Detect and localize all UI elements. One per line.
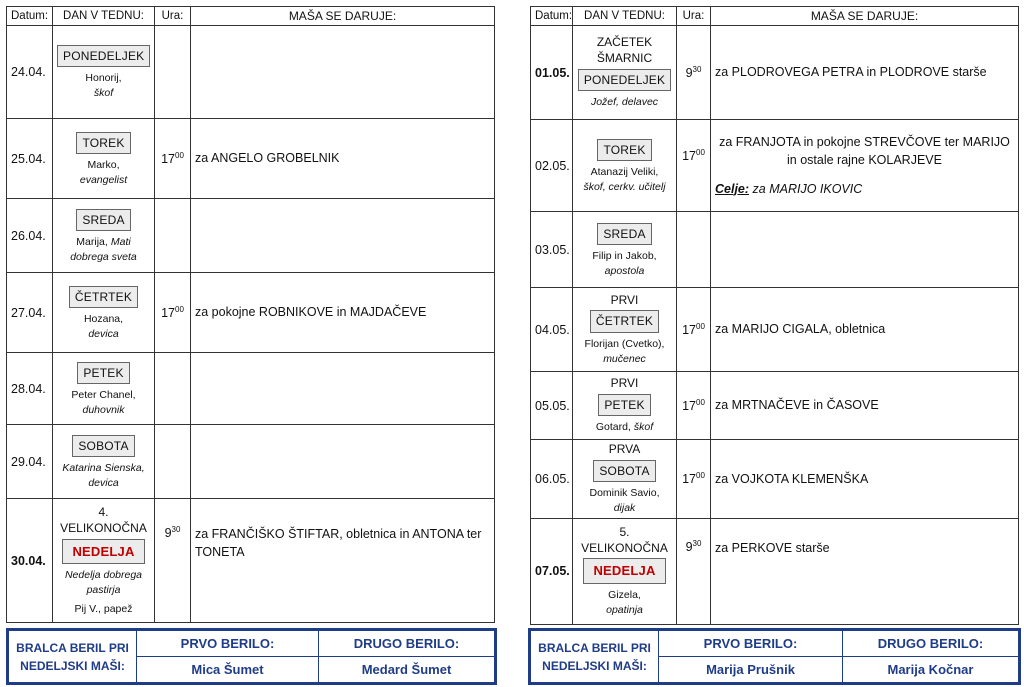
time-minutes: 00 <box>175 304 184 314</box>
time-cell <box>155 199 191 273</box>
schedule-header <box>7 7 495 26</box>
date-cell: 05.05. <box>531 372 573 440</box>
mass-intention-cell <box>711 120 1019 212</box>
second-reader-name: Marija Kočnar <box>843 657 1019 683</box>
second-reading-label: DRUGO BERILO: <box>843 631 1019 657</box>
saint-title: škof <box>93 87 114 100</box>
saint-title: škof, cerkv. učitelj <box>583 180 666 193</box>
time-hour: 9 <box>685 539 693 554</box>
time-hour: 17 <box>682 323 696 338</box>
time-minutes: 00 <box>696 471 705 481</box>
second-reader-name: Medard Šumet <box>319 657 495 683</box>
day-cell <box>573 288 677 372</box>
saint-title: dijak <box>613 501 636 514</box>
header-day: DAN V TEDNU: <box>53 7 155 26</box>
time-cell <box>155 353 191 425</box>
readers-label <box>9 631 137 683</box>
saint-name: Hozana, <box>83 312 124 325</box>
weekday-badge: TOREK <box>597 139 651 161</box>
mass-intention <box>191 199 495 273</box>
date-cell: 04.05. <box>531 288 573 372</box>
time-cell <box>677 372 711 440</box>
header-time: Ura: <box>677 7 711 26</box>
date-cell: 03.05. <box>531 212 573 288</box>
weekday-badge: SREDA <box>76 209 130 231</box>
extra-intention <box>715 180 1014 198</box>
schedule-header <box>531 7 1019 26</box>
saint-title: Nedelja dobrega pastirja <box>64 569 143 597</box>
mass-intention: za MARIJO CIGALA, obletnica <box>711 288 1019 372</box>
time-minutes: 30 <box>692 64 702 74</box>
saint-name: Florijan (Cvetko), <box>584 337 665 350</box>
mass-intention: za FRANJOTA in pokojne STREVČOVE ter MARIJO in ostale rajne KOLARJEVE <box>719 135 1010 168</box>
day-cell <box>53 273 155 353</box>
saint-title: Mati dobrega sveta <box>70 235 137 263</box>
table-row <box>531 26 1019 120</box>
day-cell <box>573 26 677 120</box>
date-cell: 07.05. <box>531 518 573 624</box>
time-minutes: 30 <box>171 525 181 534</box>
readers-table-week-1 <box>8 630 495 683</box>
time-minutes: 00 <box>696 397 705 407</box>
day-cell <box>53 119 155 199</box>
day-cell <box>573 372 677 440</box>
date-cell: 29.04. <box>7 425 53 499</box>
first-reading-label: PRVO BERILO: <box>137 631 319 657</box>
time-hour: 17 <box>161 152 175 167</box>
time-cell <box>677 288 711 372</box>
header-mass: MAŠA SE DARUJE: <box>191 7 495 26</box>
date-cell: 26.04. <box>7 199 53 273</box>
feast-prefix: 5. VELIKONOČNA <box>581 524 668 555</box>
day-cell <box>53 26 155 119</box>
readers-label-line-1: BRALCA BERIL PRI <box>16 640 129 655</box>
table-row <box>531 518 1019 624</box>
time-cell <box>155 499 191 623</box>
day-cell <box>573 518 677 624</box>
table-row <box>531 372 1019 440</box>
saint-title: evangelist <box>79 173 128 186</box>
time-hour: 9 <box>685 66 693 81</box>
schedule-week-1 <box>6 6 495 623</box>
time-hour: 17 <box>682 399 696 414</box>
time-cell <box>155 119 191 199</box>
readers-table-week-2 <box>530 630 1019 683</box>
saint-title: opatinja <box>606 603 643 616</box>
first-reader-name: Mica Šumet <box>137 657 319 683</box>
date-cell: 28.04. <box>7 353 53 425</box>
day-cell <box>53 199 155 273</box>
saint-name: Gotard, <box>595 421 631 434</box>
day-cell <box>573 212 677 288</box>
table-row <box>7 499 495 623</box>
time-minutes: 00 <box>175 150 184 160</box>
mass-intention: za PERKOVE starše <box>711 518 1019 624</box>
saint-name: Dominik Savio, <box>589 487 660 500</box>
saint-title: Katarina Sienska, devica <box>62 461 145 489</box>
weekday-badge: PONEDELJEK <box>578 69 671 91</box>
mass-intention: za ANGELO GROBELNIK <box>191 119 495 199</box>
readers-header <box>9 631 495 657</box>
readers-header <box>531 631 1019 657</box>
table-row <box>7 353 495 425</box>
weekday-badge: PETEK <box>598 394 650 416</box>
day-cell <box>53 353 155 425</box>
mass-intention <box>191 425 495 499</box>
extra-place: Celje: <box>715 181 750 196</box>
weekday-badge: SREDA <box>597 223 651 245</box>
table-row <box>7 119 495 199</box>
day-cell <box>573 120 677 212</box>
readers-label-line-1: BRALCA BERIL PRI <box>538 640 651 655</box>
saint-name: Atanazij Veliki, <box>590 165 659 178</box>
second-reading-label: DRUGO BERILO: <box>319 631 495 657</box>
weekday-badge: SOBOTA <box>72 435 134 457</box>
saint-name: Honorij, <box>85 72 122 85</box>
mass-intention: za PLODROVEGA PETRA in PLODROVE starše <box>711 26 1019 120</box>
time-cell <box>677 212 711 288</box>
time-cell <box>155 26 191 119</box>
table-row <box>7 26 495 119</box>
sunday-badge: NEDELJA <box>583 558 665 584</box>
weekday-badge: ČETRTEK <box>590 310 659 332</box>
feast-prefix: ZAČETEK ŠMARNIC <box>596 35 653 65</box>
time-hour: 17 <box>682 149 696 164</box>
weekday-badge: TOREK <box>76 132 130 154</box>
time-hour: 17 <box>161 306 175 321</box>
table-row <box>531 212 1019 288</box>
saint-name: Filip in Jakob, <box>592 249 657 262</box>
day-cell <box>53 425 155 499</box>
extra-text: za MARIJO IKOVIC <box>752 181 863 196</box>
feast-prefix: PRVI <box>610 292 639 307</box>
mass-intention: za FRANČIŠKO ŠTIFTAR, obletnica in ANTONA ter TONETA <box>191 499 495 623</box>
weekday-badge: PONEDELJEK <box>57 45 150 67</box>
saint-title: Jožef, delavec <box>590 96 659 109</box>
readers-label <box>531 631 659 683</box>
time-cell <box>155 273 191 353</box>
weekday-badge: PETEK <box>77 362 129 384</box>
time-cell <box>677 518 711 624</box>
mass-intention <box>191 353 495 425</box>
mass-intention <box>191 26 495 119</box>
date-cell: 01.05. <box>531 26 573 120</box>
saint-title: duhovnik <box>82 403 125 416</box>
time-cell <box>677 440 711 519</box>
weekday-badge: SOBOTA <box>593 460 655 482</box>
table-row <box>531 440 1019 519</box>
date-cell: 02.05. <box>531 120 573 212</box>
first-reading-label: PRVO BERILO: <box>659 631 843 657</box>
mass-intention: za VOJKOTA KLEMENŠKA <box>711 440 1019 519</box>
sunday-badge: NEDELJA <box>62 539 144 565</box>
header-date: Datum: <box>531 7 573 26</box>
table-row <box>7 199 495 273</box>
date-cell: 25.04. <box>7 119 53 199</box>
header-time: Ura: <box>155 7 191 26</box>
readers-label-line-2: NEDELJSKI MAŠI: <box>20 658 125 673</box>
saint-name: Peter Chanel, <box>71 388 136 401</box>
weekday-badge: ČETRTEK <box>69 286 138 308</box>
schedule-week-2 <box>530 6 1019 625</box>
header-date: Datum: <box>7 7 53 26</box>
table-row <box>7 425 495 499</box>
time-minutes: 00 <box>696 321 705 331</box>
time-hour: 9 <box>164 526 172 541</box>
mass-intention: za MRTNAČEVE in ČASOVE <box>711 372 1019 440</box>
time-cell <box>677 120 711 212</box>
date-cell: 06.05. <box>531 440 573 519</box>
saint-title: apostola <box>604 264 645 277</box>
time-hour: 17 <box>682 472 696 487</box>
header-mass: MAŠA SE DARUJE: <box>711 7 1019 26</box>
mass-intention <box>711 212 1019 288</box>
date-cell: 27.04. <box>7 273 53 353</box>
readers-label-line-2: NEDELJSKI MAŠI: <box>542 658 647 673</box>
saint-name: Marija, <box>76 235 108 248</box>
table-row <box>7 273 495 353</box>
feast-prefix: PRVA <box>608 442 641 456</box>
feast-prefix: 4. VELIKONOČNA <box>60 504 147 535</box>
date-cell: 30.04. <box>7 499 53 623</box>
saint-title: devica <box>88 327 119 340</box>
saint-name: Gizela, <box>608 588 641 601</box>
time-cell <box>677 26 711 120</box>
day-cell <box>573 440 677 519</box>
table-row <box>531 120 1019 212</box>
saint-title: mučenec <box>603 352 646 365</box>
time-minutes: 30 <box>692 538 702 548</box>
table-row <box>531 288 1019 372</box>
time-cell <box>155 425 191 499</box>
saint-title: škof <box>633 421 654 434</box>
first-reader-name: Marija Prušnik <box>659 657 843 683</box>
day-cell <box>53 499 155 623</box>
date-cell: 24.04. <box>7 26 53 119</box>
mass-intention: za pokojne ROBNIKOVE in MAJDAČEVE <box>191 273 495 353</box>
saint-note: Pij V., papež <box>74 602 133 615</box>
saint-name: Marko, <box>87 158 120 171</box>
header-day: DAN V TEDNU: <box>573 7 677 26</box>
feast-prefix: PRVI <box>610 376 639 391</box>
time-minutes: 00 <box>696 148 705 157</box>
